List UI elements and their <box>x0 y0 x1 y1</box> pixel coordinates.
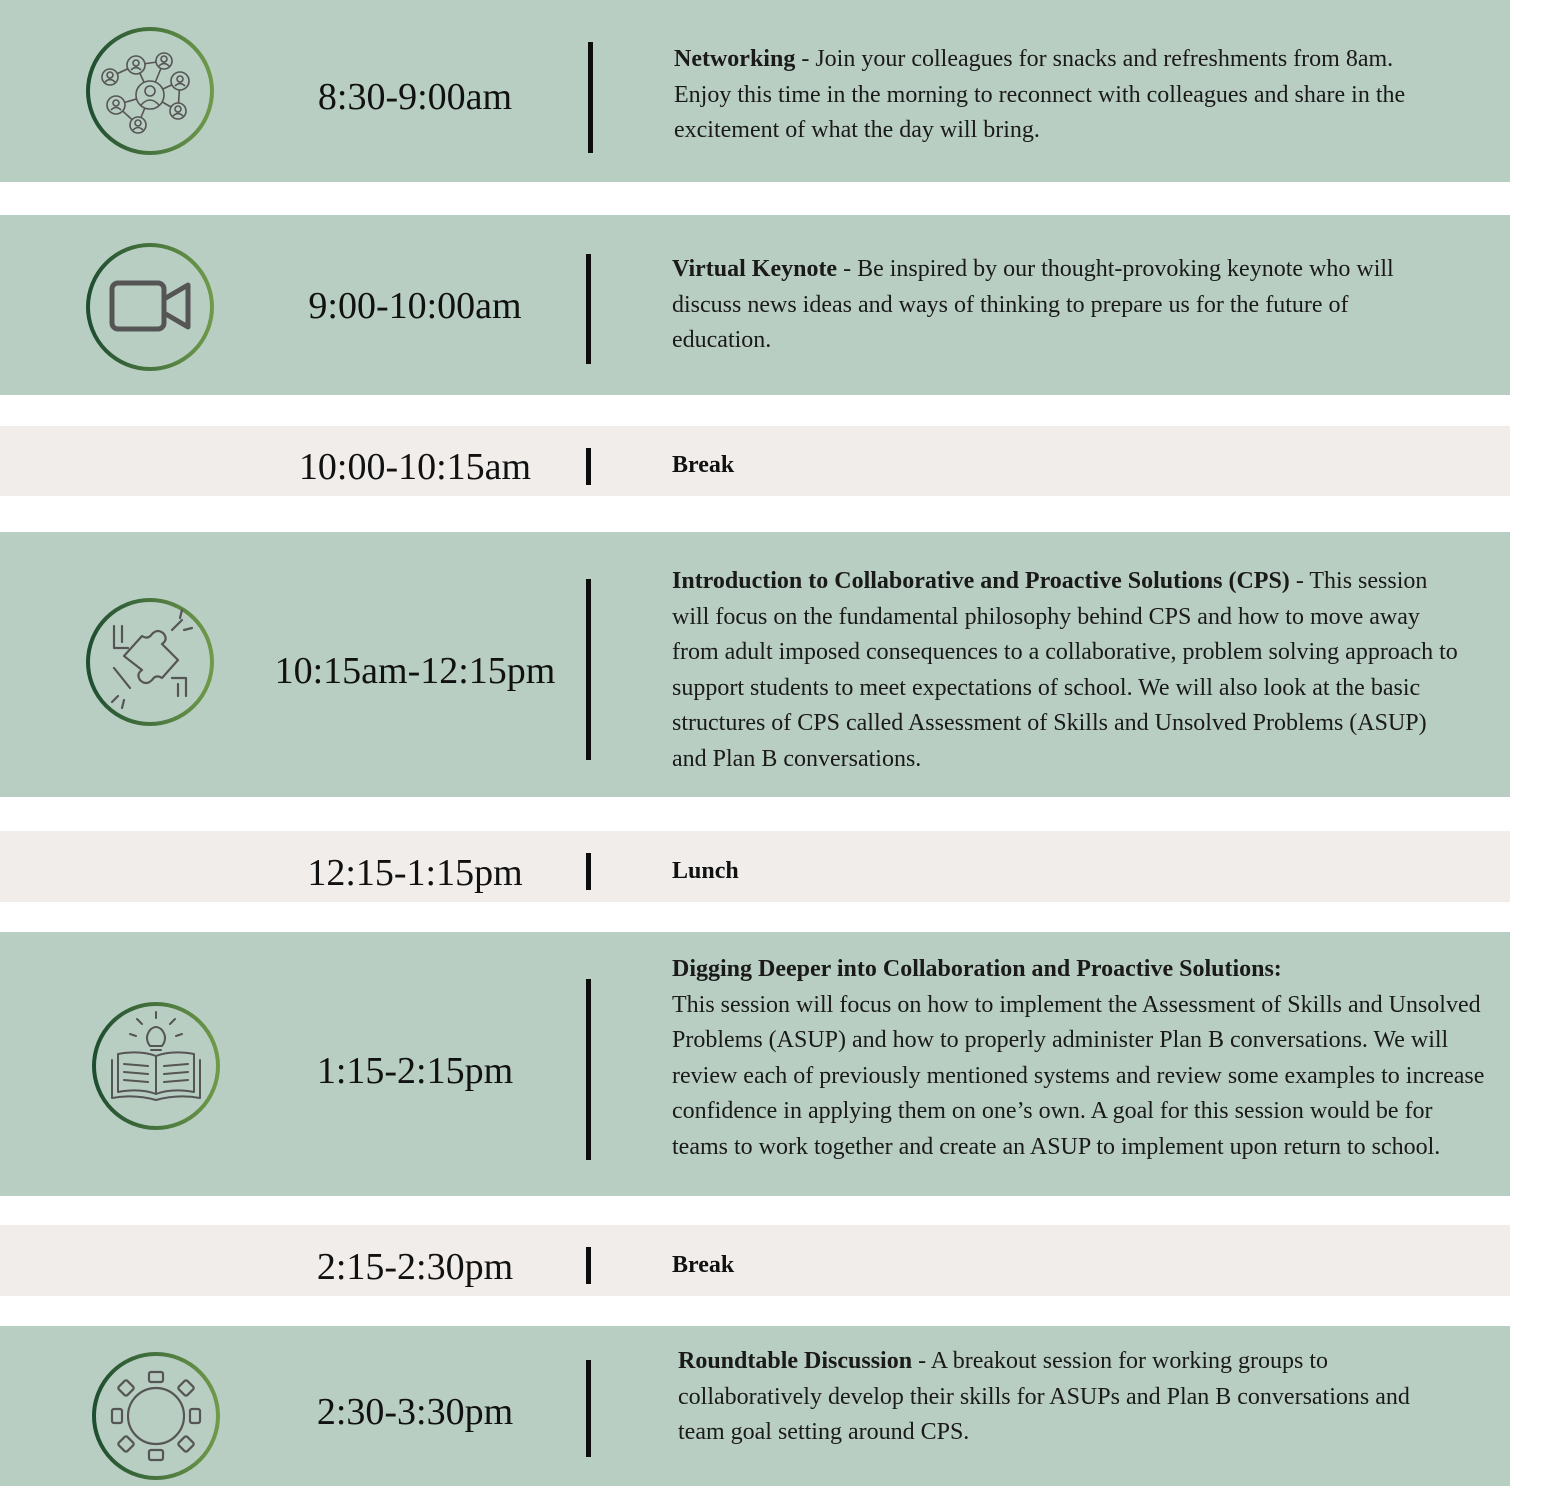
lunch-row <box>0 831 1510 902</box>
break-time: 2:15-2:30pm <box>316 1246 514 1288</box>
session-description: Introduction to Collaborative and Proactive Solutions (CPS) - This session will focus on the fundamental philosophy behind CPS and how to move away from adult imposed consequences to a collaborative, problem solving approach to support students to meet expectations of school. We will also look at the basic structures of CPS called Assessment of Skills and Unsolved Problems (ASUP) and Plan B conversations. <box>672 568 1458 772</box>
session-row-roundtable <box>0 1326 1510 1486</box>
networking-icon <box>84 25 216 157</box>
session-time: 10:15am-12:15pm <box>274 650 556 692</box>
session-time: 1:15-2:15pm <box>316 1050 514 1092</box>
session-row-intro-cps <box>0 532 1510 797</box>
session-time: 2:30-3:30pm <box>316 1391 514 1433</box>
session-title: Virtual Keynote <box>672 256 838 282</box>
session-time: 9:00-10:00am <box>308 285 522 327</box>
break-row <box>0 1225 1510 1296</box>
break-row <box>0 426 1510 496</box>
divider-bar <box>586 448 591 485</box>
book-lightbulb-icon <box>90 1000 222 1132</box>
divider-bar <box>586 579 591 760</box>
session-title: Digging Deeper into Collaboration and Proactive Solutions: <box>672 956 1282 982</box>
puzzle-icon <box>84 596 216 728</box>
break-label: Break <box>672 452 735 478</box>
session-row-digging-deeper <box>0 932 1510 1196</box>
session-row-keynote <box>0 215 1510 395</box>
divider-bar <box>586 1247 591 1284</box>
divider-bar <box>586 979 591 1160</box>
break-label: Lunch <box>672 858 739 884</box>
session-title: Networking <box>674 46 796 72</box>
session-row-networking <box>0 0 1510 182</box>
roundtable-icon <box>90 1350 222 1482</box>
session-title: Roundtable Discussion <box>678 1348 913 1374</box>
divider-bar <box>586 254 591 364</box>
break-time: 12:15-1:15pm <box>307 852 523 894</box>
break-label: Break <box>672 1252 735 1278</box>
break-time: 10:00-10:15am <box>298 446 532 488</box>
session-description: Digging Deeper into Collaboration and Proactive Solutions: This session will focus on how to implement the Assessment of Skills and Unsolved Problems (ASUP) and how to properly administer Plan B conversations. We will review each of previously mentioned systems and review some examples to increase confidence in applying them on one’s own. A goal for this session would be for teams to work together and create an ASUP to implement upon return to school. <box>672 956 1485 1160</box>
session-description: Networking - Join your colleagues for snacks and refreshments from 8am. Enjoy this time in the morning to reconnect with colleagues and share in the excitement of what the day will bring. <box>674 46 1406 143</box>
session-title: Introduction to Collaborative and Proactive Solutions (CPS) <box>672 568 1290 594</box>
divider-bar <box>588 42 593 153</box>
divider-bar <box>586 1360 591 1457</box>
session-description: Virtual Keynote - Be inspired by our thought-provoking keynote who will discuss news ideas and ways of thinking to prepare us for the future of education. <box>672 256 1394 353</box>
divider-bar <box>586 853 591 890</box>
session-description: Roundtable Discussion - A breakout session for working groups to collaboratively develop their skills for ASUPs and Plan B conversations and team goal setting around CPS. <box>678 1348 1410 1445</box>
session-time: 8:30-9:00am <box>317 76 513 118</box>
video-camera-icon <box>84 241 216 373</box>
